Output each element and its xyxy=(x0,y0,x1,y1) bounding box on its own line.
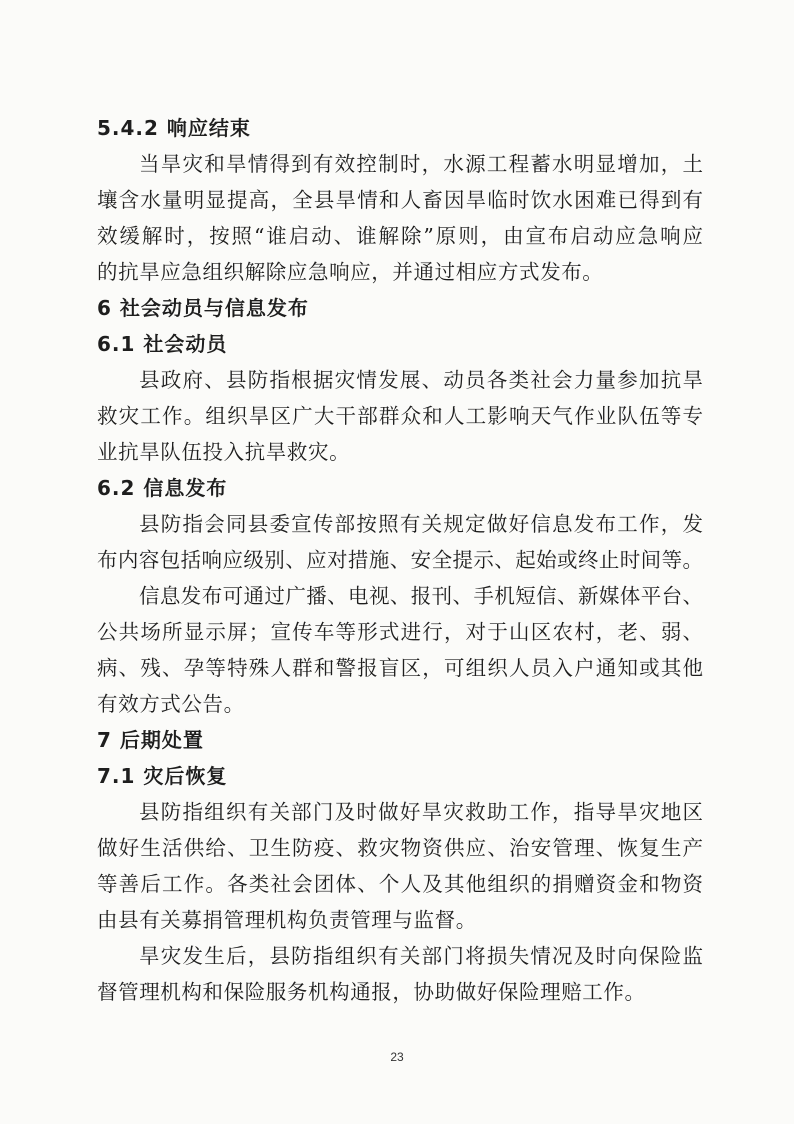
paragraph-line: 救灾工作。组织旱区广大干部群众和人工影响天气作业队伍等专 xyxy=(97,404,703,428)
section-heading: 7 后期处置 xyxy=(97,728,204,752)
section-heading: 7.1 灾后恢复 xyxy=(97,764,228,788)
section-heading: 6.1 社会动员 xyxy=(97,332,228,356)
paragraph-line: 做好生活供给、卫生防疫、救灾物资供应、治安管理、恢复生产 xyxy=(97,836,703,860)
section-heading: 6 社会动员与信息发布 xyxy=(97,296,309,320)
paragraph-line: 县防指会同县委宣传部按照有关规定做好信息发布工作，发 xyxy=(139,512,703,536)
paragraph-line: 由县有关募捐管理机构负责管理与监督。 xyxy=(97,908,477,932)
paragraph-line: 县防指组织有关部门及时做好旱灾救助工作，指导旱灾地区 xyxy=(139,800,703,824)
paragraph-line: 的抗旱应急组织解除应急响应，并通过相应方式发布。 xyxy=(97,260,604,284)
paragraph-line: 当旱灾和旱情得到有效控制时，水源工程蓄水明显增加，土 xyxy=(139,152,703,176)
paragraph-line: 信息发布可通过广播、电视、报刊、手机短信、新媒体平台、 xyxy=(139,584,703,608)
paragraph-line: 督管理机构和保险服务机构通报，协助做好保险理赔工作。 xyxy=(97,980,646,1004)
paragraph-line: 壤含水量明显提高，全县旱情和人畜因旱临时饮水困难已得到有 xyxy=(97,188,703,212)
paragraph-line: 布内容包括响应级别、应对措施、安全提示、起始或终止时间等。 xyxy=(97,548,703,572)
paragraph-line: 等善后工作。各类社会团体、个人及其他组织的捐赠资金和物资 xyxy=(97,872,703,896)
section-heading: 5.4.2 响应结束 xyxy=(97,116,251,140)
paragraph-line: 旱灾发生后，县防指组织有关部门将损失情况及时向保险监 xyxy=(139,944,703,968)
paragraph-line: 县政府、县防指根据灾情发展、动员各类社会力量参加抗旱 xyxy=(139,368,703,392)
section-heading: 6.2 信息发布 xyxy=(97,476,228,500)
paragraph-line: 病、残、孕等特殊人群和警报盲区，可组织人员入户通知或其他 xyxy=(97,656,703,680)
paragraph-line: 公共场所显示屏；宣传车等形式进行，对于山区农村，老、弱、 xyxy=(97,620,703,644)
page-number: 23 xyxy=(390,1050,404,1064)
paragraph-line: 有效方式公告。 xyxy=(97,692,245,716)
paragraph-line: 业抗旱队伍投入抗旱救灾。 xyxy=(97,440,351,464)
paragraph-line: 效缓解时，按照“谁启动、谁解除”原则，由宣布启动应急响应 xyxy=(97,224,703,248)
document-body xyxy=(97,110,703,1010)
